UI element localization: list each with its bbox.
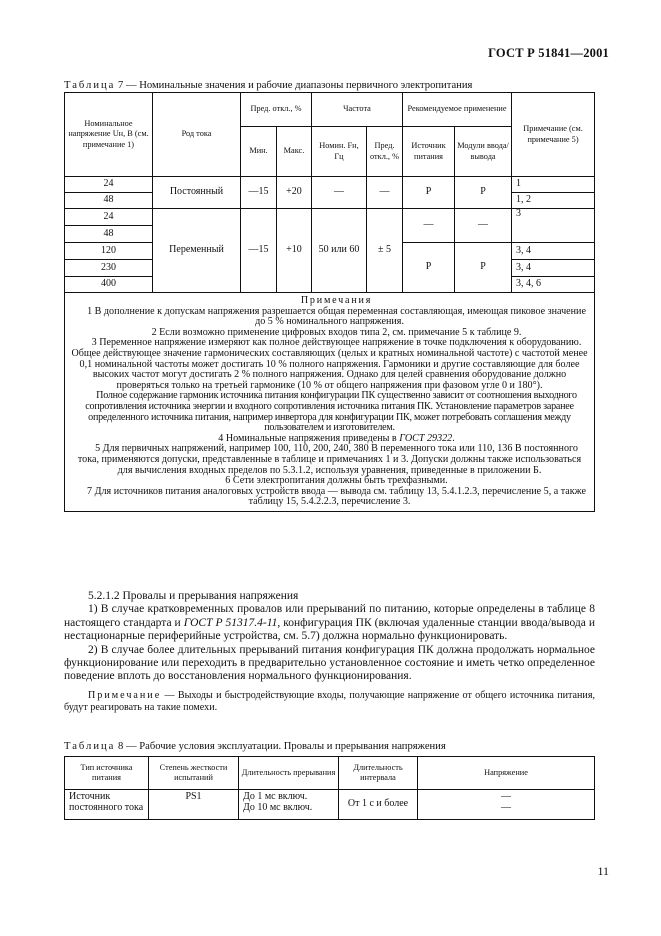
document-code: ГОСТ Р 51841—2001 — [488, 46, 609, 60]
header-frequency: Частота — [312, 93, 403, 127]
dc-frequency: — — [312, 177, 367, 209]
dc-power-source: P — [403, 177, 455, 209]
header-freq-nominal: Номин. Fн, Гц — [312, 127, 367, 177]
dc-min: —15 — [241, 177, 277, 209]
para-1-text-b: , конфигурация ПК (включая удаленные станции ввода/вывода и нестационарные периферийные устройства, см. 5.7) должна нормально функционировать. — [64, 616, 595, 643]
para-1-ref: ГОСТ Р 51317.4-11 — [183, 616, 278, 629]
table8-caption-title: — Рабочие условия эксплуатации. Провалы и прерывания напряжения — [123, 741, 446, 752]
table8-caption — [64, 741, 446, 752]
section-note-label: Примечание — [88, 689, 162, 701]
remark-cell: 1, 2 — [512, 193, 595, 209]
header-remark: Примечание (см. примечание 5) — [512, 93, 595, 177]
voltage-cell: 24 — [65, 209, 153, 226]
header-severity: Степень жесткости испытаний — [149, 757, 239, 790]
voltage-cell: 24 — [65, 177, 153, 193]
header-freq-deviation: Пред. откл., % — [367, 127, 403, 177]
header-power-source: Источник питания — [403, 127, 455, 177]
ac-io-modules-a: — — [455, 209, 512, 243]
ac-min: —15 — [241, 209, 277, 293]
note-1: 1 В дополнение к допускам напряжения разрешается общая переменная составляющая, имеющая пиковое значение до 5 % номинального напряжения. — [87, 305, 586, 328]
note-6: 6 Сети электропитания должны быть трехфазными. — [225, 475, 448, 487]
remark-cell: 3, 4, 6 — [512, 277, 595, 293]
duration-line-2: До 10 мс включ. — [243, 801, 313, 813]
note-3: 3 Переменное напряжение измеряют как полное действующее напряжение в точке подключения к оборудованию. Общее действующее значение гармонических составляющих (целых и кратных номинальной частоте) с частотой менее 0,1 номинальной частоты может достигать 10 % полного напряжения. Гармоники и другие составляющие для более высоких частот могут достигать 2 % полного напряжения. Однако для целей сравнения оборудование должно проверяться только на третьей гармонике (10 % от общего напряжения при фазовом угле 0 и 180°). — [71, 337, 588, 391]
page-number: 11 — [597, 864, 609, 878]
note-4-ref: ГОСТ 29322 — [399, 432, 453, 444]
voltage-cell: 400 — [65, 277, 153, 293]
duration-cell — [239, 790, 339, 820]
header-min: Мин. — [241, 127, 277, 177]
table7 — [64, 92, 595, 512]
ac-frequency: 50 или 60 — [312, 209, 367, 293]
ac-max: +10 — [277, 209, 312, 293]
table8-caption-label: Таблица — [64, 741, 116, 752]
header-nominal-voltage: Номинальное напряжение Uн, В (см. примечание 1) — [65, 93, 153, 177]
dc-source-cell: Источник постоянного тока — [65, 790, 149, 820]
section-note — [64, 690, 595, 714]
notes-title: Примечания — [300, 295, 373, 306]
dc-io-modules: P — [455, 177, 512, 209]
ac-io-modules-b: P — [455, 243, 512, 293]
note-2: 2 Если возможно применение цифровых входов типа 2, см. примечание 5 к таблице 9. — [151, 326, 522, 338]
header-interval: Длительность интервала — [339, 757, 418, 790]
remark-cell: 3, 4 — [512, 243, 595, 260]
ac-freq-deviation: ± 5 — [367, 209, 403, 293]
header-source-type: Тип источника питания — [65, 757, 149, 790]
voltage-cell-t8 — [418, 790, 595, 820]
note-5: 5 Для первичных напряжений, например 100, 110, 200, 240, 380 В переменного тока или 110, 136 В постоянного тока, применяются допуски, представленные в таблице и примечаниях 1 и 3. Допуски должны также использоваться для вычисления входных пределов по 5.3.1.2, используя уравнения, приведенные в приложении Б. — [77, 443, 582, 476]
voltage-cell: 230 — [65, 260, 153, 277]
para-1-text-a: 1) В случае кратковременных провалов или прерываний по питанию, которые определены в таблице 8 настоящего стандарта и — [64, 603, 595, 629]
table7-caption-title: — Номинальные значения и рабочие диапазоны первичного электропитания — [123, 80, 473, 91]
ac-power-source-a: — — [403, 209, 455, 243]
ac-type: Переменный — [153, 209, 241, 293]
header-recommended-use: Рекомендуемое применение — [403, 93, 512, 127]
interval-cell: От 1 с и более — [339, 790, 418, 820]
note-3b: Полное содержание гармоник источника питания конфигурации ПК существенно зависит от соотношения выходного сопротивления источника энергии и входного сопротивления источника питания ПК. Установление параметров заранее определенного источника питания, например инвертора для конфигурации ПК, может потребовать соглашения между пользователем и изготовителем. — [85, 390, 577, 434]
dc-max: +20 — [277, 177, 312, 209]
voltage-cell: 120 — [65, 243, 153, 260]
voltage-cell: 48 — [65, 193, 153, 209]
section-para-1 — [64, 603, 595, 643]
remark-cell: 1 — [512, 177, 595, 193]
note-7: 7 Для источников питания аналоговых устройств ввода — вывода см. таблицу 13, 5.4.1.2.3, перечисление 5, а также таблицу 15, 5.4.2.2.3, перечисление 3. — [87, 485, 586, 508]
dc-type: Постоянный — [153, 177, 241, 209]
header-voltage: Напряжение — [418, 757, 595, 790]
note-4-text: 4 Номинальные напряжения приведены в — [218, 432, 400, 444]
table7-caption — [64, 80, 472, 91]
remark-cell: 3, 4 — [512, 260, 595, 277]
note-4-end: . — [452, 432, 455, 444]
header-duration: Длительность прерывания — [239, 757, 339, 790]
table7-notes — [65, 293, 595, 512]
duration-line-1: До 1 мс включ. — [243, 791, 308, 802]
ac-power-source-b: P — [403, 243, 455, 293]
remark-cell: 3 — [512, 209, 595, 243]
section-5-2-1-2 — [64, 590, 595, 714]
severity-cell: PS1 — [149, 790, 239, 820]
dc-freq-deviation: — — [367, 177, 403, 209]
table7-caption-label: Таблица — [64, 80, 116, 91]
section-para-2: 2) В случае более длительных прерываний питания конфигурация ПК должна продолжать нормальное функционирование или переходить в предварительно установленное состояние и иметь четко определенное поведение вплоть до восстановления нормального функционирования. — [64, 643, 595, 683]
voltage-line-2: — — [501, 801, 511, 813]
table7-caption-number: 7 — [118, 80, 124, 91]
table8-caption-number: 8 — [118, 741, 124, 752]
header-io-modules: Модули ввода/вывода — [455, 127, 512, 177]
header-deviation: Пред. откл., % — [241, 93, 312, 127]
header-current-type: Род тока — [153, 93, 241, 177]
voltage-cell: 48 — [65, 226, 153, 243]
header-max: Макс. — [277, 127, 312, 177]
voltage-line-1: — — [501, 791, 511, 802]
section-heading: 5.2.1.2 Провалы и прерывания напряжения — [88, 590, 299, 602]
table8 — [64, 756, 595, 820]
section-note-text: — Выходы и быстродействующие входы, получающие напряжение от общего источника питания, будут реагировать на такие помехи. — [64, 689, 595, 713]
